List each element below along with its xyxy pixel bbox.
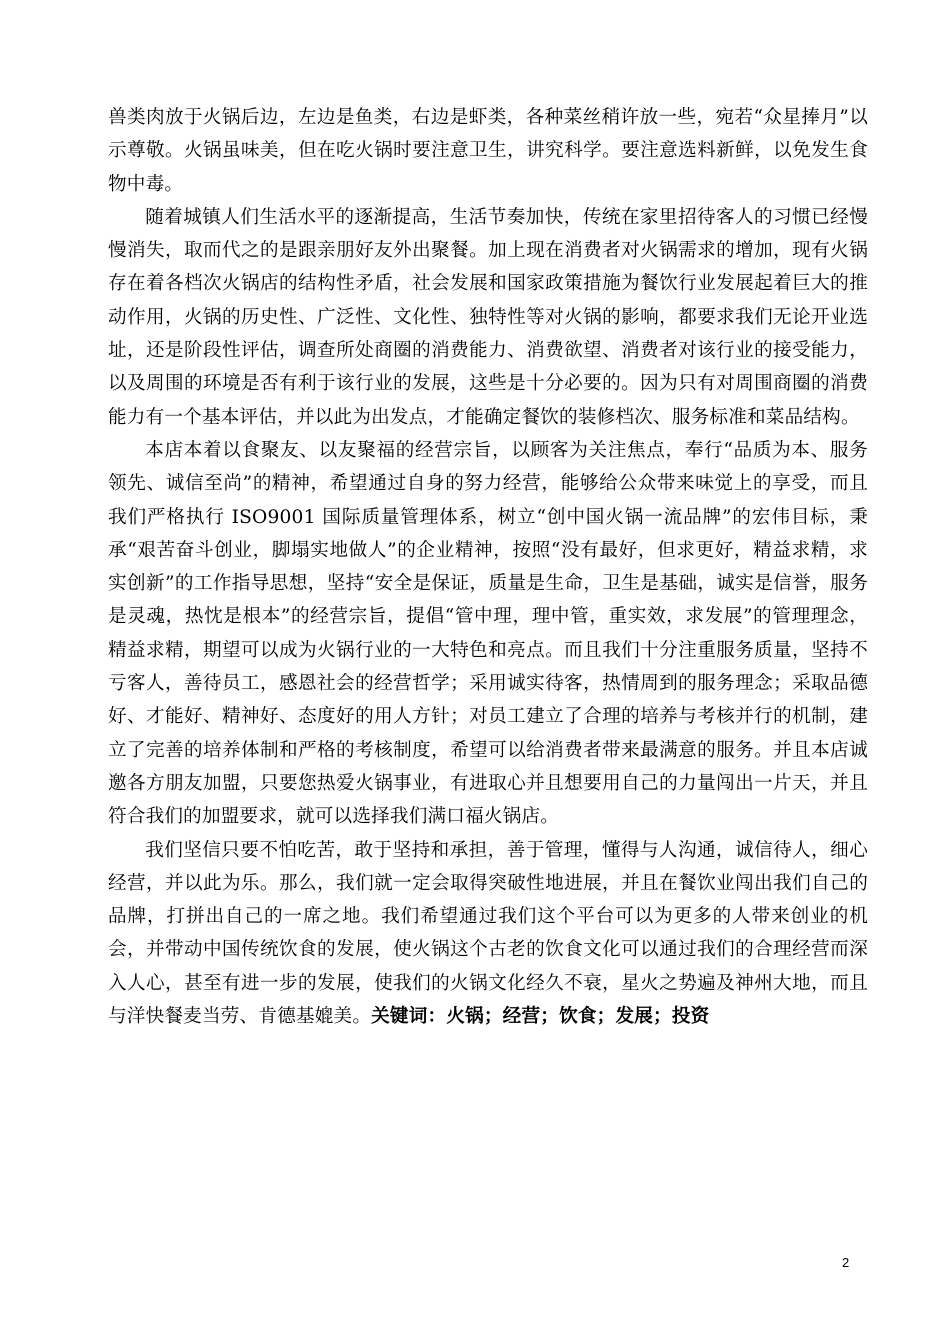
page-number: 2 (842, 1255, 850, 1270)
paragraph-4-text: 我们坚信只要不怕吃苦，敢于坚持和承担，善于管理，懂得与人沟通，诚信待人，细心经营，并以此为乐。那么，我们就一定会取得突破性地进展，并且在餐饮业闯出我们自己的品牌，打拼出自己的一席之地。我们希望通过我们这个平台可以为更多的人带来创业的机会，并带动中国传统饮食的发展，使火锅这个古老的饮食文化可以通过我们的合理经营而深入人心，甚至有进一步的发展，使我们的火锅文化经久不衰，星火之势遍及神州大地，而且与洋快餐麦当劳、肯德基媲美。 (108, 839, 868, 1028)
paragraph-1: 兽类肉放于火锅后边，左边是鱼类，右边是虾类，各种菜丝稍许放一些，宛若“众星捧月”以示尊敬。火锅虽味美，但在吃火锅时要注意卫生，讲究科学。要注意选料新鲜，以免发生食物中毒。 (108, 107, 868, 195)
paragraph-4 (108, 834, 868, 1034)
keywords: 关键词：火锅；经营；饮食；发展；投资 (371, 1006, 710, 1028)
body-text (108, 101, 868, 1033)
paragraph-2: 随着城镇人们生活水平的逐渐提高，生活节奏加快，传统在家里招待客人的习惯已经慢慢消失，取而代之的是跟亲朋好友外出聚餐。加上现在消费者对火锅需求的增加，现有火锅存在着各档次火锅店的结构性矛盾，社会发展和国家政策措施为餐饮行业发展起着巨大的推动作用，火锅的历史性、广泛性、文化性、独特性等对火锅的影响，都要求我们无论开业选址，还是阶段性评估，调查所处商圈的消费能力、消费欲望、消费者对该行业的接受能力，以及周围的环境是否有利于该行业的发展，这些是十分必要的。因为只有对周围商圈的消费能力有一个基本评估，并以此为出发点，才能确定餐饮的装修档次、服务标准和菜品结构。 (108, 206, 868, 428)
paragraph-3: 本店本着以食聚友、以友聚福的经营宗旨，以顾客为关注焦点，奉行“品质为本、服务领先、诚信至尚”的精神，希望通过自身的努力经营，能够给公众带来味觉上的享受，而且我们严格执行 ISO9001 国际质量管理体系，树立“创中国火锅一流品牌”的宏伟目标，秉承“艰苦奋斗创业，脚塌实地做人”的企业精神，按照“没有最好，但求更好，精益求精，求实创新”的工作指导思想，坚持“安全是保证，质量是生命，卫生是基础，诚实是信誉，服务是灵魂，热忱是根本”的经营宗旨，提倡“管中理，理中管，重实效，求发展”的管理理念，精益求精，期望可以成为火锅行业的一大特色和亮点。而且我们十分注重服务质量，坚持不亏客人，善待员工，感恩社会的经营哲学；采用诚实待客，热情周到的服务理念；采取品德好、才能好、精神好、态度好的用人方针；对员工建立了合理的培养与考核并行的机制，建立了完善的培养体制和严格的考核制度，希望可以给消费者带来最满意的服务。并且本店诚邀各方朋友加盟，只要您热爱火锅事业，有进取心并且想要用自己的力量闯出一片天，并且符合我们的加盟要求，就可以选择我们满口福火锅店。 (108, 439, 868, 828)
